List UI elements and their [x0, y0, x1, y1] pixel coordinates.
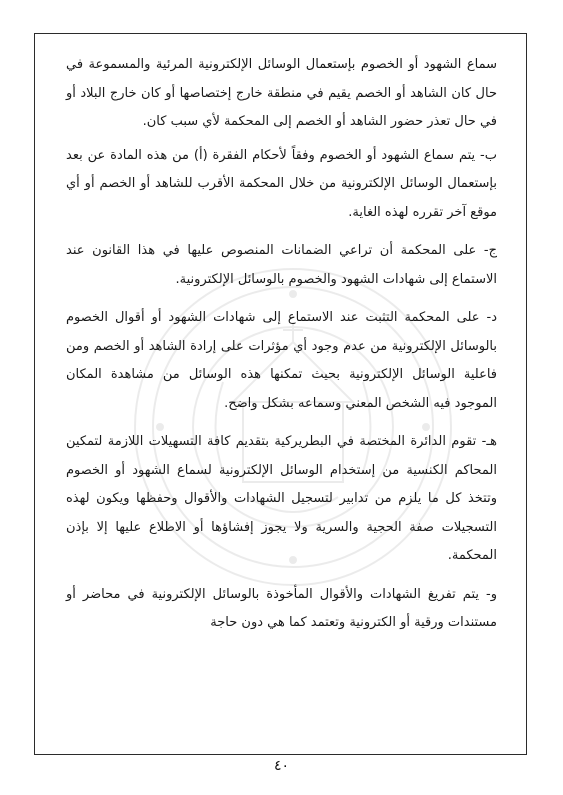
paragraph-d: د- على المحكمة التثبت عند الاستماع إلى شهادات الشهود أو أقوال الخصوم بالوسائل الإلكترونية من عدم وجود أي مؤثرات على إرادة الشاهد أو الخصم ومن فاعلية الوسائل الإلكترونية بحيث تمكنها هذه الوسائل من مشاهدة المكان الموجود فيه الشخص المعني وسماعه بشكل واضح.	[66, 310, 497, 411]
paragraph-w: و- يتم تفريغ الشهادات والأقوال المأخوذة بالوسائل الإلكترونية في محاضر أو مستندات ورقية أو الكترونية وتعتمد كما هي دون حاجة	[66, 586, 497, 630]
page-number: ٤٠	[273, 758, 290, 774]
paragraph-b: ب- يتم سماع الشهود أو الخصوم وفقاً لأحكام الفقرة (أ) من هذه المادة عن بعد بإستعمال الوسائل الإلكترونية من خلال المحكمة الأقرب للشاهد أو الخصم أو أي موقع آخر تقرره لهذه الغاية.	[66, 147, 497, 220]
document-body	[66, 51, 497, 751]
paragraph-h: هـ- تقوم الدائرة المختصة في البطريركية بتقديم كافة التسهيلات اللازمة لتمكين المحاكم الكنسية من إستخدام الوسائل الإلكترونية لسماع الشهود أو الخصوم وتتخذ كل ما يلزم من تدابير لتسجيل الشهادات والأقوال وحفظها ويكون لهذه التسجيلات صفة الحجية والسرية ولا يجوز إفشاؤها أو الاطلاع عليها إلا بإذن المحكمة.	[66, 434, 497, 563]
paragraph-intro: سماع الشهود أو الخصوم بإستعمال الوسائل الإلكترونية المرئية والمسموعة في حال كان الشاهد أو الخصم يقيم في منطقة خارج إختصاصها أو كان خارج البلاد أو في حال تعذر حضور الشاهد أو الخصم إلى المحكمة لأي سبب كان.	[66, 57, 497, 129]
paragraph-j: ج- على المحكمة أن تراعي الضمانات المنصوص عليها في هذا القانون عند الاستماع إلى شهادات الشهود والخصوم بالوسائل الإلكترونية.	[66, 243, 497, 287]
